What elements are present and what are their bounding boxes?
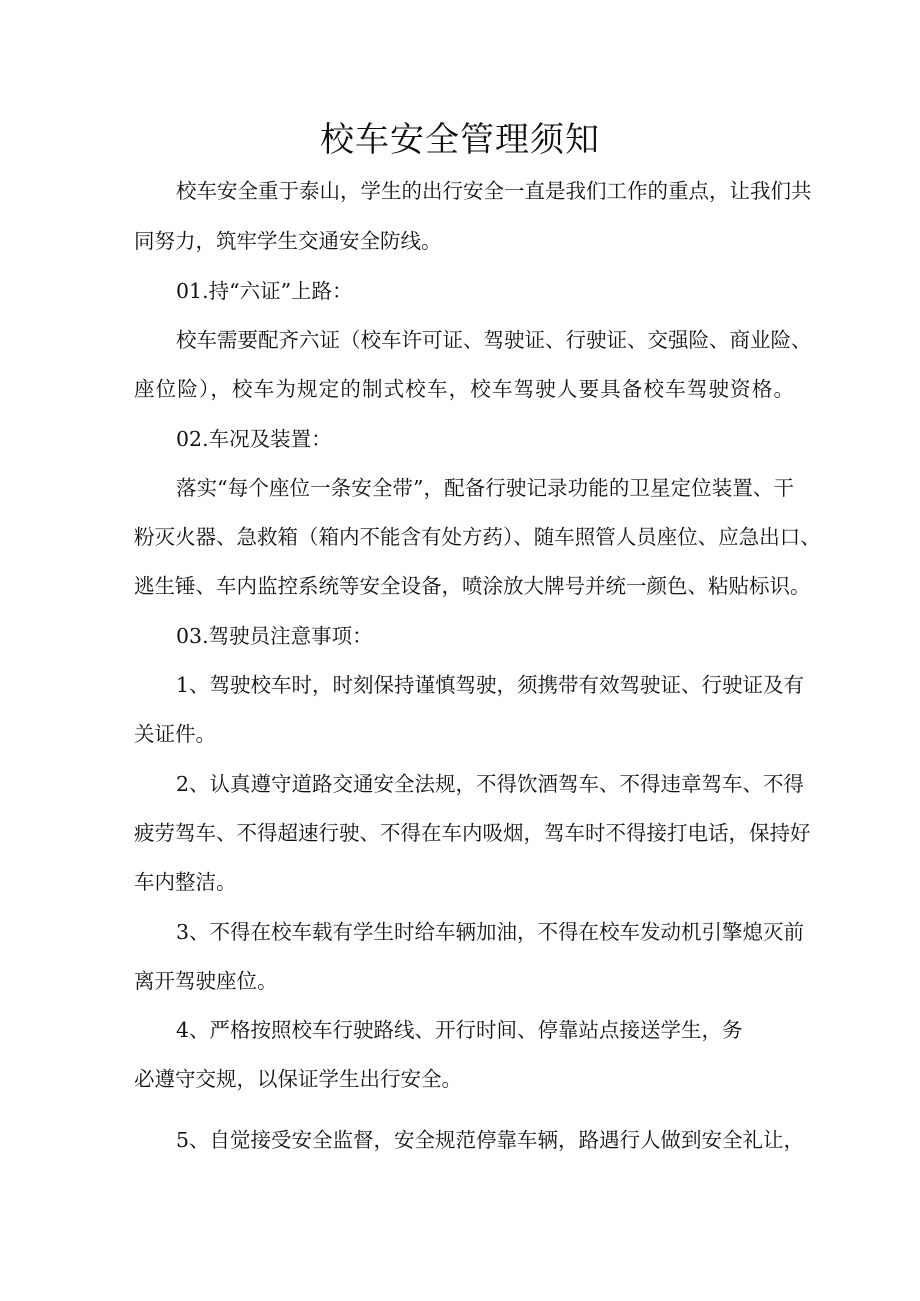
intro-line-2: 同努力，筑牢学生交通安全防线。 bbox=[134, 229, 442, 253]
item-3-line-1: 3、不得在校车载有学生时给车辆加油，不得在校车发动机引擎熄灭前 bbox=[176, 920, 805, 944]
section-02-line-2: 粉灭火器、急救箱（箱内不能含有处方药）、随车照管人员座位、应急出口、 bbox=[134, 525, 821, 549]
item-1-line-1: 1、驾驶校车时，时刻保持谨慎驾驶，须携带有效驾驶证、行驶证及有 bbox=[176, 673, 805, 697]
section-01-line-2: 座位险），校车为规定的制式校车，校车驾驶人要具备校车驾驶资格。 bbox=[134, 377, 794, 401]
item-2-line-2: 疲劳驾车、不得超速行驶、不得在车内吸烟，驾车时不得接打电话，保持好 bbox=[134, 821, 811, 845]
section-heading-03: 03.驾驶员注意事项： bbox=[176, 624, 373, 648]
item-2-line-3: 车内整洁。 bbox=[134, 870, 237, 894]
section-02-line-3: 逃生锤、车内监控系统等安全设备，喷涂放大牌号并统一颜色、粘贴标识。 bbox=[134, 574, 811, 598]
item-1-line-2: 关证件。 bbox=[134, 722, 216, 746]
section-heading-02: 02.车况及装置： bbox=[176, 427, 332, 451]
intro-line-1: 校车安全重于泰山，学生的出行安全一直是我们工作的重点，让我们共 bbox=[176, 179, 812, 203]
section-01-line-1: 校车需要配齐六证（校车许可证、驾驶证、行驶证、交强险、商业险、 bbox=[176, 328, 812, 352]
item-4-line-2: 必遵守交规，以保证学生出行安全。 bbox=[134, 1067, 462, 1091]
section-02-line-1: 落实“每个座位一条安全带”，配备行驶记录功能的卫星定位装置、干 bbox=[176, 476, 794, 500]
item-4-line-1: 4、严格按照校车行驶路线、开行时间、停靠站点接送学生，务 bbox=[176, 1018, 743, 1042]
document-title: 校车安全管理须知 bbox=[320, 120, 600, 160]
item-3-line-2: 离开驾驶座位。 bbox=[134, 969, 278, 993]
section-heading-01: 01.持“六证”上路： bbox=[176, 279, 353, 303]
item-2-line-1: 2、认真遵守道路交通安全法规，不得饮酒驾车、不得违章驾车、不得 bbox=[176, 772, 805, 796]
item-5-line-1: 5、自觉接受安全监督，安全规范停靠车辆，路遇行人做到安全礼让， bbox=[176, 1128, 805, 1152]
